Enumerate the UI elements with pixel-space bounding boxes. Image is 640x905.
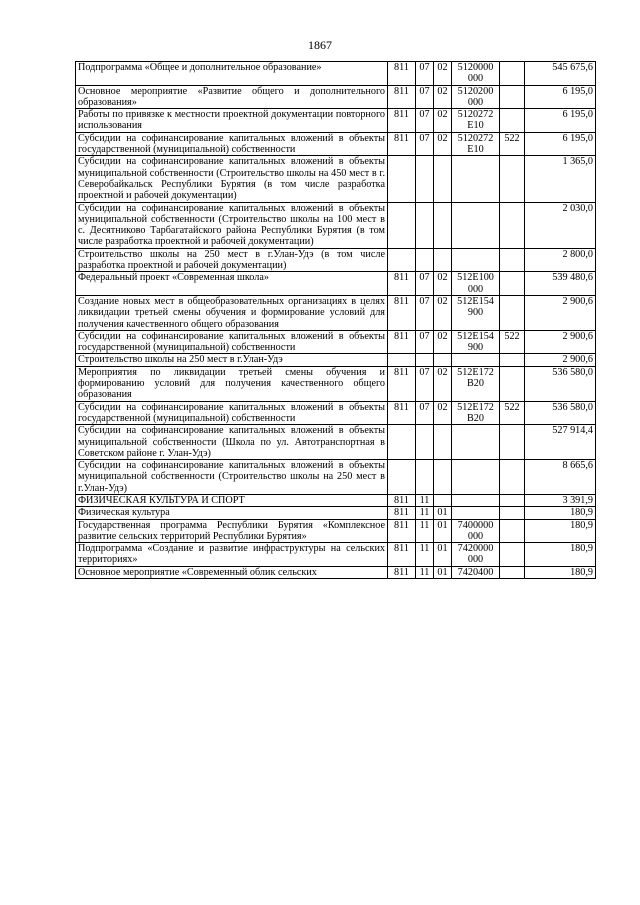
amount: 2 800,0 bbox=[525, 248, 596, 272]
amount: 3 391,9 bbox=[525, 494, 596, 506]
table-row bbox=[76, 507, 596, 519]
target-article-code bbox=[452, 202, 500, 248]
target-article-code: 512Е154 900 bbox=[452, 330, 500, 354]
target-article-code: 512Е172 В20 bbox=[452, 401, 500, 425]
ministry-code: 811 bbox=[388, 507, 416, 519]
subsection-code bbox=[434, 354, 452, 366]
amount: 2 900,6 bbox=[525, 295, 596, 330]
amount: 6 195,0 bbox=[525, 109, 596, 133]
section-code bbox=[416, 248, 434, 272]
table-row bbox=[76, 85, 596, 109]
ministry-code: 811 bbox=[388, 132, 416, 156]
section-code bbox=[416, 354, 434, 366]
row-name: Создание новых мест в общеобразовательных организациях в целях ликвидации третьей смены обучения и формирование условий для получения качественного общего образования bbox=[76, 295, 388, 330]
subsection-code bbox=[434, 425, 452, 460]
expense-type-code bbox=[500, 109, 525, 133]
subsection-code: 02 bbox=[434, 85, 452, 109]
section-code bbox=[416, 425, 434, 460]
amount: 6 195,0 bbox=[525, 132, 596, 156]
target-article-code: 512Е154 900 bbox=[452, 295, 500, 330]
table-row bbox=[76, 366, 596, 401]
section-code: 11 bbox=[416, 519, 434, 543]
subsection-code bbox=[434, 248, 452, 272]
target-article-code: 7400000 000 bbox=[452, 519, 500, 543]
row-name: Субсидии на софинансирование капитальных вложений в объекты муниципальной собственности (Школа по ул. Автотранспортная в Советском районе г. Улан-Удэ) bbox=[76, 425, 388, 460]
amount: 180,9 bbox=[525, 566, 596, 578]
target-article-code bbox=[452, 354, 500, 366]
expense-type-code bbox=[500, 62, 525, 86]
table-row bbox=[76, 295, 596, 330]
subsection-code bbox=[434, 202, 452, 248]
ministry-code: 811 bbox=[388, 566, 416, 578]
expense-type-code bbox=[500, 248, 525, 272]
section-code: 07 bbox=[416, 366, 434, 401]
target-article-code: 5120000 000 bbox=[452, 62, 500, 86]
budget-table bbox=[75, 61, 596, 579]
subsection-code bbox=[434, 460, 452, 495]
amount: 536 580,0 bbox=[525, 401, 596, 425]
expense-type-code bbox=[500, 425, 525, 460]
expense-type-code: 522 bbox=[500, 330, 525, 354]
row-name: Основное мероприятие «Современный облик сельских bbox=[76, 566, 388, 578]
row-name: Строительство школы на 250 мест в г.Улан-Удэ bbox=[76, 354, 388, 366]
table-row bbox=[76, 519, 596, 543]
target-article-code: 5120272 Е10 bbox=[452, 132, 500, 156]
target-article-code bbox=[452, 425, 500, 460]
expense-type-code bbox=[500, 85, 525, 109]
table-row bbox=[76, 202, 596, 248]
section-code: 07 bbox=[416, 401, 434, 425]
section-code: 07 bbox=[416, 272, 434, 296]
row-name: Субсидии на софинансирование капитальных вложений в объекты государственной (муниципальной) собственности bbox=[76, 330, 388, 354]
target-article-code: 512Е100 000 bbox=[452, 272, 500, 296]
section-code bbox=[416, 156, 434, 202]
table-row bbox=[76, 401, 596, 425]
ministry-code: 811 bbox=[388, 401, 416, 425]
ministry-code bbox=[388, 156, 416, 202]
amount: 180,9 bbox=[525, 543, 596, 567]
expense-type-code bbox=[500, 543, 525, 567]
target-article-code: 7420000 000 bbox=[452, 543, 500, 567]
row-name: Мероприятия по ликвидации третьей смены обучения и формированию условий для получения качественного общего образования bbox=[76, 366, 388, 401]
row-name: Основное мероприятие «Развитие общего и дополнительного образования» bbox=[76, 85, 388, 109]
section-code: 11 bbox=[416, 507, 434, 519]
expense-type-code bbox=[500, 519, 525, 543]
section-code: 07 bbox=[416, 109, 434, 133]
subsection-code: 02 bbox=[434, 272, 452, 296]
expense-type-code bbox=[500, 354, 525, 366]
section-code: 07 bbox=[416, 132, 434, 156]
row-name: Субсидии на софинансирование капитальных вложений в объекты муниципальной собственности (Строительство школы на 450 мест в г. Северобайкальск Республики Бурятия (в том числе разработка проектной и рабочей документации) bbox=[76, 156, 388, 202]
row-name: ФИЗИЧЕСКАЯ КУЛЬТУРА И СПОРТ bbox=[76, 494, 388, 506]
target-article-code bbox=[452, 507, 500, 519]
table-row bbox=[76, 425, 596, 460]
row-name: Физическая культура bbox=[76, 507, 388, 519]
ministry-code bbox=[388, 425, 416, 460]
table-row bbox=[76, 156, 596, 202]
section-code: 11 bbox=[416, 494, 434, 506]
ministry-code: 811 bbox=[388, 85, 416, 109]
section-code: 07 bbox=[416, 62, 434, 86]
table-row bbox=[76, 330, 596, 354]
expense-type-code bbox=[500, 507, 525, 519]
ministry-code: 811 bbox=[388, 330, 416, 354]
target-article-code: 512Е172 В20 bbox=[452, 366, 500, 401]
amount: 6 195,0 bbox=[525, 85, 596, 109]
subsection-code: 02 bbox=[434, 295, 452, 330]
ministry-code: 811 bbox=[388, 109, 416, 133]
subsection-code: 02 bbox=[434, 401, 452, 425]
ministry-code: 811 bbox=[388, 543, 416, 567]
section-code: 11 bbox=[416, 543, 434, 567]
row-name: Подпрограмма «Создание и развитие инфраструктуры на сельских территориях» bbox=[76, 543, 388, 567]
expense-type-code bbox=[500, 202, 525, 248]
target-article-code: 7420400 bbox=[452, 566, 500, 578]
amount: 539 480,6 bbox=[525, 272, 596, 296]
expense-type-code bbox=[500, 366, 525, 401]
table-row bbox=[76, 354, 596, 366]
subsection-code: 02 bbox=[434, 330, 452, 354]
subsection-code: 01 bbox=[434, 519, 452, 543]
amount: 8 665,6 bbox=[525, 460, 596, 495]
row-name: Подпрограмма «Общее и дополнительное образование» bbox=[76, 62, 388, 86]
expense-type-code bbox=[500, 566, 525, 578]
row-name: Субсидии на софинансирование капитальных вложений в объекты государственной (муниципальной) собственности bbox=[76, 132, 388, 156]
target-article-code bbox=[452, 494, 500, 506]
subsection-code: 01 bbox=[434, 507, 452, 519]
section-code: 07 bbox=[416, 330, 434, 354]
expense-type-code bbox=[500, 156, 525, 202]
row-name: Субсидии на софинансирование капитальных вложений в объекты государственной (муниципальной) собственности bbox=[76, 401, 388, 425]
table-row bbox=[76, 62, 596, 86]
section-code: 11 bbox=[416, 566, 434, 578]
page-number: 1867 bbox=[308, 38, 332, 52]
table-row bbox=[76, 460, 596, 495]
row-name: Строительство школы на 250 мест в г.Улан-Удэ (в том числе разработка проектной и рабочей документации) bbox=[76, 248, 388, 272]
subsection-code bbox=[434, 156, 452, 202]
table-row bbox=[76, 543, 596, 567]
subsection-code: 02 bbox=[434, 109, 452, 133]
amount: 2 900,6 bbox=[525, 354, 596, 366]
target-article-code bbox=[452, 248, 500, 272]
subsection-code: 01 bbox=[434, 566, 452, 578]
target-article-code: 5120272 Е10 bbox=[452, 109, 500, 133]
table-row bbox=[76, 248, 596, 272]
expense-type-code bbox=[500, 460, 525, 495]
row-name: Субсидии на софинансирование капитальных вложений в объекты муниципальной собственности (Строительство школы на 100 мест в с. Десятниково Тарбагатайского района Республики Бурятия (в том числе разработка проектной и рабочей документации) bbox=[76, 202, 388, 248]
amount: 545 675,6 bbox=[525, 62, 596, 86]
table-row bbox=[76, 109, 596, 133]
target-article-code bbox=[452, 156, 500, 202]
amount: 2 030,0 bbox=[525, 202, 596, 248]
ministry-code: 811 bbox=[388, 519, 416, 543]
subsection-code: 01 bbox=[434, 543, 452, 567]
expense-type-code: 522 bbox=[500, 401, 525, 425]
ministry-code: 811 bbox=[388, 62, 416, 86]
amount: 1 365,0 bbox=[525, 156, 596, 202]
ministry-code: 811 bbox=[388, 494, 416, 506]
subsection-code: 02 bbox=[434, 366, 452, 401]
ministry-code bbox=[388, 202, 416, 248]
ministry-code: 811 bbox=[388, 366, 416, 401]
table-row bbox=[76, 566, 596, 578]
amount: 180,9 bbox=[525, 507, 596, 519]
section-code: 07 bbox=[416, 295, 434, 330]
table-row bbox=[76, 132, 596, 156]
section-code: 07 bbox=[416, 85, 434, 109]
ministry-code bbox=[388, 354, 416, 366]
section-code bbox=[416, 460, 434, 495]
ministry-code: 811 bbox=[388, 272, 416, 296]
ministry-code bbox=[388, 460, 416, 495]
expense-type-code bbox=[500, 295, 525, 330]
row-name: Федеральный проект «Современная школа» bbox=[76, 272, 388, 296]
section-code bbox=[416, 202, 434, 248]
table-row bbox=[76, 494, 596, 506]
table-row bbox=[76, 272, 596, 296]
ministry-code: 811 bbox=[388, 295, 416, 330]
row-name: Работы по привязке к местности проектной документации повторного использования bbox=[76, 109, 388, 133]
ministry-code bbox=[388, 248, 416, 272]
row-name: Государственная программа Республики Бурятия «Комплексное развитие сельских территорий Республики Бурятия» bbox=[76, 519, 388, 543]
subsection-code bbox=[434, 494, 452, 506]
expense-type-code: 522 bbox=[500, 132, 525, 156]
target-article-code bbox=[452, 460, 500, 495]
amount: 536 580,0 bbox=[525, 366, 596, 401]
subsection-code: 02 bbox=[434, 62, 452, 86]
amount: 2 900,6 bbox=[525, 330, 596, 354]
target-article-code: 5120200 000 bbox=[452, 85, 500, 109]
amount: 527 914,4 bbox=[525, 425, 596, 460]
row-name: Субсидии на софинансирование капитальных вложений в объекты муниципальной собственности (Строительство школы на 250 мест в г.Улан-Удэ) bbox=[76, 460, 388, 495]
amount: 180,9 bbox=[525, 519, 596, 543]
subsection-code: 02 bbox=[434, 132, 452, 156]
expense-type-code bbox=[500, 494, 525, 506]
expense-type-code bbox=[500, 272, 525, 296]
